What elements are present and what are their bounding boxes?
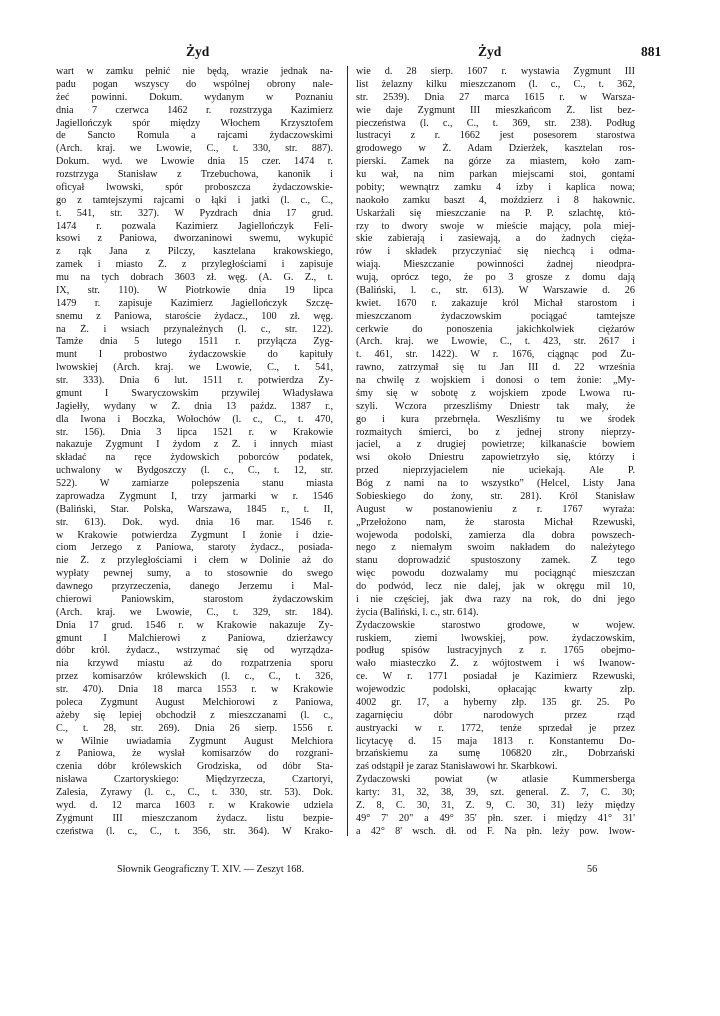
- running-head-left: Żyd: [186, 44, 210, 59]
- text-line: w Wilnie uwiadamia Zygmunt August Melchiora: [56, 735, 333, 747]
- text-line: nia krzywd miastu aż do rozpatrzenia sporu: [56, 658, 333, 670]
- text-line: z Paniowa, że wysłał komisarzów do rozgrani-: [56, 748, 333, 760]
- text-line: str. 333). Dnia 6 lut. 1511 r. potwierdza Zy-: [56, 375, 333, 386]
- signature-number: 56: [587, 864, 598, 875]
- text-line: ciom Jerzego z Paniowa, staroty żydacz., posiada-: [56, 542, 333, 554]
- text-line: snemu z Paniowa, staroście żydacz., 100 zł. węg.: [56, 310, 333, 322]
- text-line: zagarnięciu dóbr narodowych przez rząd: [356, 709, 635, 721]
- text-line: Zalesia, Zyrawy (l. c., C., t. 330, str. 53). Dok.: [56, 787, 333, 798]
- text-line: munt I probostwo żydaczowskie do kapituły: [56, 349, 333, 361]
- text-line: podług spisów lustracyjnych z r. 1765 obejmo-: [356, 645, 635, 657]
- text-line: IX, str. 110). W Piotrkowie dnia 19 lipca: [56, 284, 333, 296]
- right-column: [356, 66, 635, 839]
- text-line: cerkwie do ponoszenia jakichkolwiek ciężarów: [356, 323, 635, 335]
- text-line: ruskiem, ziemi lwowskiej, pow. żydaczowskim,: [356, 632, 635, 644]
- text-line: 49° 7' 20" a 49° 35' płn. szer. i między 41° 31': [356, 812, 635, 824]
- text-line: nie Ż. z przyległościami i cłem w Dolinie aż do: [56, 555, 333, 567]
- text-line: i nie częściej, jak dwa razy na rok, do dni jego: [356, 593, 635, 605]
- text-line: Jagiełły, wydany w Ż. dnia 13 paźdz. 1387 r.,: [56, 400, 333, 412]
- text-line: wart w zamku pełnić nie będą, wrazie jednak na-: [56, 66, 333, 77]
- text-line: padu pogan wszyscy do wspólnej obrony nale-: [56, 78, 333, 90]
- text-line: Dnia 17 grud. 1546 r. w Krakowie nakazuje Zy-: [56, 619, 333, 631]
- text-line: (Baliński, Star. Polska, Warszawa, 1845 r., t. II,: [56, 503, 333, 515]
- column-divider: [347, 66, 348, 836]
- text-line: wiają. Mieszczanie powinności żadnej nieodpra-: [356, 259, 635, 271]
- text-line: zaś odstąpił je zaraz Stanisławowi hr. Skarbkowi.: [356, 761, 558, 773]
- text-line: wsi około Dniestru zapowietrzyło się, którzy i: [356, 452, 635, 464]
- text-line: wało miasteczko Ż. z wójtostwem i wś Iwanow-: [356, 658, 635, 670]
- text-line: go i kura przebrnęła. Weszliśmy tu we środek: [356, 413, 635, 425]
- text-line: C., t. 28, str. 269). Dnia 26 sierp. 1556 r.: [56, 722, 333, 734]
- text-line: Z. 8, C. 30, 31, Z. 9, C. 30, 31) leży między: [356, 799, 635, 811]
- text-line: pieczeństwa (l. c., C., t. 369, str. 238). Podług: [356, 117, 635, 129]
- text-line: Żydaczowskie starostwo grodowe, w wojew.: [356, 619, 635, 631]
- text-line: gmunt I Malchierowi z Paniowa, dzierżawcy: [56, 632, 333, 644]
- text-line: go z tamtejszymi rajcami o łąki i jatki (l. c., C.,: [56, 194, 333, 206]
- text-line: (Arch. kraj. we Lwowie, C., t. 330, str. 887).: [56, 143, 333, 155]
- text-line: licytacyę d. 15 maja 1813 r. Konstantemu Do-: [356, 735, 635, 747]
- text-line: 1474 r. pozwala Kazimierz Jagiellończyk Feli-: [56, 220, 333, 232]
- text-line: str. 2539). Dnia 27 marca 1615 r. w Warsza-: [356, 91, 635, 103]
- text-line: żeć powinni. Dokum. wydanym w Poznaniu: [56, 91, 333, 103]
- text-line: a 42° 8' wsch. dł. od F. Na płn. leży pow. lwow-: [356, 825, 635, 837]
- text-line: poleca Zygmunt August Melchiorowi z Paniowa,: [56, 696, 333, 708]
- text-line: wują, oprócz tego, że po 3 grosze z domu dają: [356, 272, 635, 283]
- text-line: więc powodu dozwalamy mu pociągnąć mieszczan: [356, 568, 635, 580]
- text-line: na Ż. i wsiach przynależnych (l. c., str. 122).: [56, 323, 333, 335]
- text-line: dnia 7 czerwca 1462 r. rozstrzyga Kazimierz: [56, 104, 333, 116]
- text-line: wyd. d. 12 marca 1603 r. w Krakowie udziela: [56, 799, 333, 811]
- text-line: składać na ręce żydowskich poborców podatek,: [56, 452, 333, 464]
- text-line: karty: 31, 32, 38, 39, szt. general. Z. 7, C. 30;: [356, 787, 635, 798]
- text-line: zaprowadza Zygmunt I, trzy jarmarki w r. 1546: [56, 490, 333, 502]
- text-line: ksowi z Paniowa, dworzaninowi swemu, wykupić: [56, 233, 333, 245]
- text-line: 1479 r. zapisuje Kazimierz Jagiellończyk Szczę-: [56, 297, 333, 309]
- text-line: ce. W r. 1771 posiadał je Kazimierz Rzewuski,: [356, 671, 635, 683]
- text-line: Zygmunt III mieszczanom żydacz. listu bezpie-: [56, 812, 333, 824]
- text-line: (Baliński, l. c., str. 613). W Warszawie d. 26: [356, 284, 635, 296]
- text-line: dla Iwona i Boczka, Wołochów (l. c., C., t. 470,: [56, 413, 333, 425]
- text-line: 4002 gr. 17, a hyberny złp. 135 gr. 25. Po: [356, 696, 635, 708]
- left-column: [56, 66, 333, 839]
- text-line: szyli. Wczora przeszliśmy Dniestr tak mały, że: [356, 400, 635, 412]
- text-line: (Arch. kraj. we Lwowie, C., t. 423, str. 2617 i: [356, 336, 635, 348]
- text-line: gmunt I Swaryczowskim przywilej Władysława: [56, 387, 333, 399]
- text-line: rzy to dwory swoje w mieście mający, pola miej-: [356, 220, 635, 232]
- text-line: życia (Baliński, l. c., str. 614).: [356, 606, 479, 618]
- text-line: zamek i miasto Ż. z przyległościami i zapisuje: [56, 259, 333, 271]
- text-line: z rąk Jana z Pilczy, kasztelana krakowskiego,: [56, 246, 333, 258]
- text-line: jaciel, a z drugiej powietrze; kilkanaście bowiem: [356, 439, 635, 451]
- text-line: Uskarżali się mieszczanie na P. P. szlachtę, któ-: [356, 207, 635, 219]
- text-line: „Przełożono nam, że starosta Michał Rzewuski,: [356, 516, 635, 528]
- text-line: list żelazny kilku mieszczanom (l. c., C., t. 362,: [356, 78, 635, 90]
- text-line: August w postanowieniu z r. 1767 wyraża:: [356, 503, 635, 515]
- text-line: rozstrzyga Stanisław z Trzebuchowa, kanonik i: [56, 169, 333, 180]
- text-line: na chwilę z wojskiem i donosi o tem żonie: „My-: [356, 375, 635, 386]
- running-head-right: Żyd: [478, 44, 502, 59]
- text-line: rawno, zatrzymał się tu Jan III d. 22 września: [356, 362, 635, 374]
- text-line: w Krakowie potwierdza Zygmunt I żonie i dzie-: [56, 529, 333, 541]
- text-line: rozmaitych śmierci, bo z jednej strony nieprzy-: [356, 426, 635, 438]
- text-line: wie d. 28 sierp. 1607 r. wystawia Zygmunt III: [356, 66, 635, 77]
- text-line: nisława Czartoryskiego: Międzyrzecza, Czartoryi,: [56, 774, 333, 786]
- text-line: dawnego przyrzeczenia, danego Jerzemu i Mal-: [56, 581, 333, 592]
- text-line: pobity; wewnątrz zamku 4 izby i kaplica nowa;: [356, 181, 635, 193]
- text-line: 522). W zamiarze polepszenia stanu miasta: [56, 478, 333, 489]
- text-line: czenia dóbr królewskich Grodziska, od dóbr Sta-: [56, 761, 333, 773]
- text-line: dóbr król. żydacz., wstrzymać się od wyrządza-: [56, 645, 333, 657]
- text-line: nakazuje Zygmunt I żydom z Ż. i innych miast: [56, 439, 333, 451]
- text-line: uchwalony w Bydgoszczy (l. c., C., t. 12, str.: [56, 465, 333, 477]
- text-line: naokoło zamku baszt 4, moździerz i 8 hakownic.: [356, 194, 635, 206]
- text-line: rów i składek przyczyniać się niechcą i odma-: [356, 246, 635, 258]
- text-line: Bóg z nami na to wszystko” (Helcel, Listy Jana: [356, 478, 635, 489]
- text-line: t. 541, str. 327). W Pyzdrach dnia 17 grud.: [56, 207, 333, 219]
- text-line: stanu doprowadzić spustoszony zamek. Z tego: [356, 555, 635, 567]
- text-line: przez komisarzów królewskich (l. c., C., t. 326,: [56, 671, 333, 683]
- text-line: Jagiellończyk spór między Włochem Krzysztofem: [56, 117, 333, 129]
- text-line: nego z niemałym swoim nakładem do należytego: [356, 542, 635, 554]
- text-line: lwowskiej (Arch. kraj. we Lwowie, C., t. 541,: [56, 362, 333, 374]
- text-line: oficyał lwowski, spór proboszcza żydaczowskie-: [56, 181, 333, 193]
- footer-signature: Słownik Geograficzny T. XIV. — Zeszyt 168.: [117, 864, 305, 875]
- text-line: lustracyi z r. 1662 jest posesorem starostwa: [356, 130, 635, 142]
- text-line: do podwód, lecz nie dalej, jak w okręgu mil 10,: [356, 581, 635, 592]
- text-line: Dokum. wyd. we Lwowie dnia 15 czer. 1474 r.: [56, 156, 333, 168]
- text-line: str. 156). Dnia 3 lipca 1521 r. w Krakowie: [56, 426, 333, 438]
- text-line: pierski. Zamek na górze za miastem, koło zam-: [356, 156, 635, 168]
- text-line: przed nieprzyjacielem nie uciekają. Ale P.: [356, 465, 635, 477]
- text-line: skie zabierają i zasiewają, a do żadnych cięża-: [356, 233, 635, 245]
- text-line: wie daje Zygmunt III mieszkańcom Ż. list bez-: [356, 104, 635, 116]
- text-line: chierowi Paniowskim, starostom żydaczowskim: [56, 593, 333, 605]
- text-line: t. 461, str. 1422). W r. 1676, ciągnąc pod Żu-: [356, 349, 635, 361]
- text-line: str. 470). Dnia 18 marca 1553 r. w Krakowie: [56, 684, 333, 695]
- text-line: mieszczanom żydaczowskim pociągać tamtejsze: [356, 310, 635, 322]
- text-line: Tamże dnia 5 lutego 1511 r. przyłącza Zyg-: [56, 336, 333, 348]
- text-line: kwiet. 1670 r. zakazuje król Michał starostom i: [356, 297, 635, 309]
- text-line: śmy się w sobotę z wojskiem zpode Lwowa ru-: [356, 387, 635, 399]
- text-line: mu na tych dobrach 3603 zł. węg. (A. G. Z., t.: [56, 272, 333, 283]
- text-line: ażeby się lepiej obchodził z mieszczanami (l. c.,: [56, 709, 333, 721]
- text-line: Sobieskiego do żony, str. 281). Król Stanisław: [356, 490, 635, 502]
- text-line: str. 613). Dok. wyd. dnia 16 mar. 1546 r.: [56, 516, 333, 528]
- text-line: Żydaczowski powiat (w atlasie Kummersberga: [356, 774, 635, 786]
- text-line: de Sancto Romula a rajcami żydaczowskimi: [56, 130, 333, 142]
- text-line: grodowego w Ż. Adam Dzierżek, kasztelan ros-: [356, 143, 635, 155]
- page-number: 881: [641, 44, 662, 59]
- text-line: czeństwa (l. c., C., t. 356, str. 364). W Krako-: [56, 825, 333, 837]
- text-line: ku wał, na nim parkan miejscami stoi, gontami: [356, 169, 635, 180]
- text-line: wypłaty pewnej sumy, a to stosownie do swego: [56, 568, 333, 580]
- text-line: austryacki w r. 1772, tenże sprzedał je przez: [356, 722, 635, 734]
- text-line: wojewoda podolski, zamierza dla dobra powszech-: [356, 529, 635, 541]
- text-line: brzańskiemu za sumę 106820 złr., Dobrzański: [356, 748, 635, 760]
- text-line: wojewodzic podolski, opłacając kwarty złp.: [356, 684, 635, 695]
- text-line: (Arch. kraj. we Lwowie, C., t. 329, str. 184).: [56, 606, 333, 618]
